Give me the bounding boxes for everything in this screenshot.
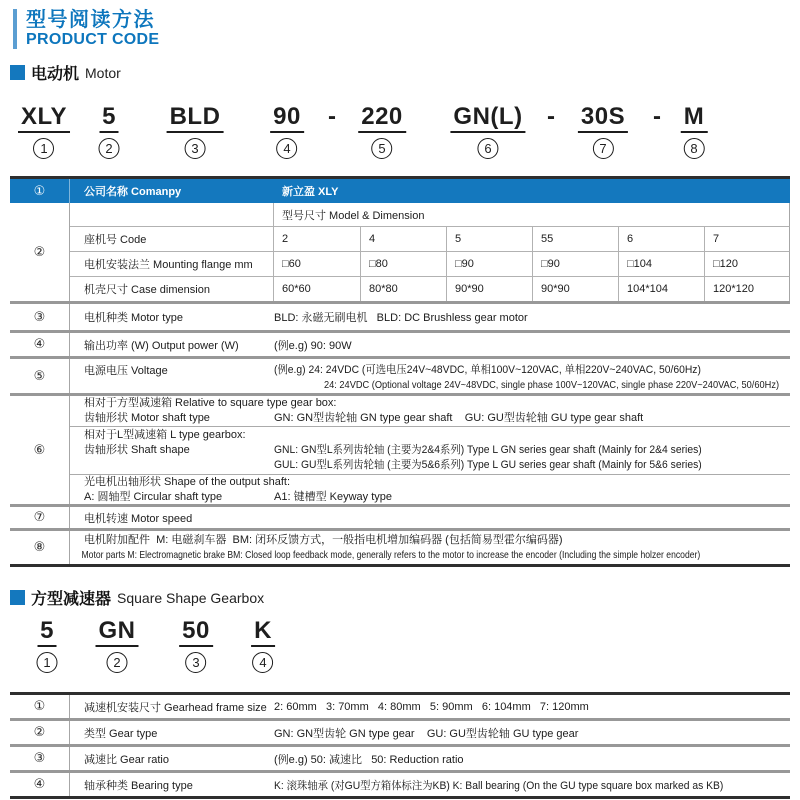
code-number-circle: 2 bbox=[107, 652, 128, 673]
gearbox-table bbox=[10, 692, 790, 799]
gearbox-section-heading bbox=[10, 586, 264, 609]
dimension-header-row bbox=[70, 203, 790, 226]
motor-row-shaft bbox=[10, 396, 790, 504]
motor-product-code bbox=[0, 104, 800, 166]
row-value: (例e.g) 90: 90W bbox=[274, 339, 352, 352]
code-part bbox=[37, 618, 58, 673]
motor-row-power bbox=[10, 333, 790, 356]
keyway-shaft-value: A1: 键槽型 Keyway type bbox=[274, 490, 392, 503]
code-text: 90 bbox=[270, 104, 304, 133]
row-number: ① bbox=[10, 179, 70, 203]
code-values-row bbox=[70, 226, 790, 251]
code-text: 50 bbox=[179, 618, 213, 647]
gearbox-section-en: Square Shape Gearbox bbox=[117, 589, 265, 606]
motor-row-speed bbox=[10, 507, 790, 528]
row-number: ⑦ bbox=[10, 507, 70, 528]
code-number-circle: 4 bbox=[253, 652, 274, 673]
code-number-circle: 6 bbox=[478, 138, 499, 159]
motor-row-company bbox=[10, 179, 790, 203]
code-part bbox=[99, 104, 120, 159]
gearbox-row-bearing-type bbox=[10, 773, 790, 796]
square-gearbox-shaft-section bbox=[70, 396, 790, 426]
dim-value-cell: 6 bbox=[618, 227, 704, 251]
gearbox-row-frame-size bbox=[10, 695, 790, 718]
code-number-circle: 4 bbox=[276, 138, 297, 159]
section-header: 相对于方型减速箱 Relative to square type gear box: bbox=[84, 397, 337, 409]
code-part bbox=[18, 104, 70, 159]
row-label: 齿轴形状 Shaft shape bbox=[84, 444, 190, 456]
row-value: (例e.g) 50: 减速比 50: Reduction ratio bbox=[274, 753, 464, 766]
code-text: XLY bbox=[18, 104, 70, 133]
motor-row-accessories bbox=[10, 531, 790, 564]
row-label: 输出功率 (W) Output power (W) bbox=[84, 339, 239, 352]
row-number: ③ bbox=[10, 304, 70, 330]
row-label: 电机转速 Motor speed bbox=[84, 512, 193, 525]
motor-table bbox=[10, 176, 790, 567]
row-value: 2: 60mm 3: 70mm 4: 80mm 5: 90mm 6: 104mm 7: 120mm bbox=[274, 700, 589, 713]
motor-section-heading bbox=[10, 61, 121, 84]
code-part bbox=[179, 618, 213, 673]
row-number: ② bbox=[10, 721, 70, 744]
page-title-en: PRODUCT CODE bbox=[26, 31, 160, 48]
gearbox-row-gear-type bbox=[10, 721, 790, 744]
code-number-circle: 7 bbox=[592, 138, 613, 159]
code-text: 30S bbox=[578, 104, 628, 133]
row-label: 轴承种类 Bearing type bbox=[84, 779, 193, 792]
code-text: GN(L) bbox=[450, 104, 525, 133]
row-number: ④ bbox=[10, 773, 70, 796]
gearbox-row-gear-ratio bbox=[10, 747, 790, 770]
output-shaft-section bbox=[70, 474, 790, 504]
row-number: ③ bbox=[10, 747, 70, 770]
code-dash: - bbox=[547, 103, 555, 130]
dim-value-cell: 90*90 bbox=[446, 277, 532, 301]
accessories-line-zh: 电机附加配件 M: 电磁刹车器 BM: 闭环反馈方式，一般指电机增加编码器 (包括简易型霍尔编码器) bbox=[84, 533, 563, 546]
code-dash: - bbox=[653, 103, 661, 130]
dim-value-cell: 2 bbox=[282, 233, 289, 245]
row-value: GN: GN型齿轮 GN type gear GU: GU型齿轮轴 GU type gear bbox=[274, 727, 579, 740]
dim-value-cell: □90 bbox=[446, 252, 532, 276]
dim-value-cell: 55 bbox=[532, 227, 618, 251]
flange-values-row bbox=[70, 251, 790, 276]
code-part bbox=[450, 104, 525, 159]
code-number-circle: 3 bbox=[185, 652, 206, 673]
row-label: 减速机安装尺寸 Gearhead frame size bbox=[84, 701, 267, 714]
gnl-value: GNL: GN型L系列齿轮轴 (主要为2&4系列) Type L GN series gear shaft (Mainly for 2&4 series) bbox=[274, 444, 702, 456]
company-value: 新立盈 XLY bbox=[282, 186, 339, 198]
code-part bbox=[96, 618, 139, 673]
voltage-line-zh: (例e.g) 24: 24VDC (可选电压24V~48VDC, 单相100V~120VAC, 单相220V~240VAC, 50/60Hz) bbox=[274, 363, 701, 376]
row-label: 减速比 Gear ratio bbox=[84, 753, 169, 766]
code-text: 5 bbox=[99, 104, 119, 133]
row-label: 座机号 Code bbox=[70, 227, 274, 251]
motor-row-voltage bbox=[10, 359, 790, 393]
row-number: ④ bbox=[10, 333, 70, 356]
row-label: 电机安装法兰 Mounting flange mm bbox=[70, 252, 274, 276]
motor-section-en: Motor bbox=[85, 64, 121, 81]
motor-row-type bbox=[10, 304, 790, 330]
code-part bbox=[167, 104, 224, 159]
dim-value-cell: 104*104 bbox=[618, 277, 704, 301]
dim-value-cell: 120*120 bbox=[704, 277, 790, 301]
dim-value-cell: 4 bbox=[360, 227, 446, 251]
code-part bbox=[251, 618, 275, 673]
page-title bbox=[13, 9, 159, 49]
gearbox-section-zh: 方型减速器 bbox=[31, 591, 112, 608]
row-value: GN: GN型齿轮轴 GN type gear shaft GU: GU型齿轮轴 GU type gear shaft bbox=[274, 412, 644, 424]
gearbox-product-code bbox=[0, 618, 800, 678]
dim-value-cell: □60 bbox=[282, 258, 301, 270]
row-label: 电源电压 Voltage bbox=[84, 364, 168, 377]
row-label: 电机种类 Motor type bbox=[84, 312, 184, 324]
row-number: ⑥ bbox=[10, 396, 70, 504]
accessories-line-en: Motor parts M: Electromagnetic brake BM: Closed loop feedback mode, generally refers to the motor to increase the encoder (Including the simple holzer encoder) bbox=[81, 548, 701, 561]
code-part bbox=[681, 104, 708, 159]
page-title-zh: 型号阅读方法 bbox=[26, 9, 155, 31]
section-header: 光电机出轴形状 Shape of the output shaft: bbox=[84, 475, 291, 488]
section-square-icon bbox=[10, 590, 25, 605]
motor-row-dimension bbox=[10, 203, 790, 301]
code-text: 220 bbox=[358, 104, 406, 133]
code-number-circle: 2 bbox=[99, 138, 120, 159]
row-label: 类型 Gear type bbox=[84, 727, 158, 740]
dim-value-cell: □120 bbox=[704, 252, 790, 276]
row-number: ⑧ bbox=[10, 531, 70, 564]
code-text: BLD bbox=[167, 104, 224, 133]
dim-value-cell: □104 bbox=[618, 252, 704, 276]
dim-value-cell: 80*80 bbox=[360, 277, 446, 301]
empty-cell bbox=[70, 203, 274, 226]
code-part bbox=[578, 104, 628, 159]
code-text: 5 bbox=[37, 618, 57, 647]
code-number-circle: 1 bbox=[37, 652, 58, 673]
section-header: 相对于L型减速箱 L type gearbox: bbox=[84, 429, 246, 441]
row-number: ② bbox=[10, 203, 70, 301]
code-number-circle: 3 bbox=[184, 138, 205, 159]
dim-value-cell: 60*60 bbox=[282, 283, 311, 295]
company-label: 公司名称 Comanpy bbox=[84, 186, 182, 198]
code-dash: - bbox=[328, 103, 336, 130]
voltage-line-en: 24: 24VDC (Optional voltage 24V~48VDC, single phase 100V~120VAC, single phase 220V~240VAC, 50/60Hz) bbox=[324, 378, 780, 391]
circular-shaft-value: A: 圆轴型 Circular shaft type bbox=[84, 490, 223, 503]
row-value: BLD: 永磁无刷电机 BLD: DC Brushless gear motor bbox=[274, 312, 528, 324]
code-number-circle: 5 bbox=[371, 138, 392, 159]
code-text: M bbox=[681, 104, 708, 133]
dim-value-cell: 5 bbox=[446, 227, 532, 251]
row-label: 齿轴形状 Motor shaft type bbox=[84, 412, 210, 424]
row-number: ① bbox=[10, 695, 70, 718]
row-number: ⑤ bbox=[10, 359, 70, 393]
code-number-circle: 1 bbox=[33, 138, 54, 159]
row-label: 机壳尺寸 Case dimension bbox=[70, 277, 274, 301]
code-text: GN bbox=[96, 618, 139, 647]
row-value: K: 滚珠轴承 (对GU型方箱体标注为KB) K: Ball bearing (On the GU type square box marked as KB) bbox=[274, 779, 724, 792]
case-values-row bbox=[70, 276, 790, 301]
l-gearbox-shaft-section bbox=[70, 426, 790, 474]
dim-value-cell: 7 bbox=[704, 227, 790, 251]
code-part bbox=[270, 104, 304, 159]
dim-value-cell: □90 bbox=[532, 252, 618, 276]
code-number-circle: 8 bbox=[684, 138, 705, 159]
dimension-header: 型号尺寸 Model & Dimension bbox=[282, 209, 425, 222]
code-text: K bbox=[251, 618, 275, 647]
section-square-icon bbox=[10, 65, 25, 80]
dim-value-cell: □80 bbox=[360, 252, 446, 276]
dim-value-cell: 90*90 bbox=[532, 277, 618, 301]
gul-value: GUL: GU型L系列齿轮轴 (主要为5&6系列) Type L GU series gear shaft (Mainly for 5&6 series) bbox=[274, 459, 702, 471]
code-part bbox=[358, 104, 406, 159]
motor-section-zh: 电动机 bbox=[31, 66, 80, 83]
